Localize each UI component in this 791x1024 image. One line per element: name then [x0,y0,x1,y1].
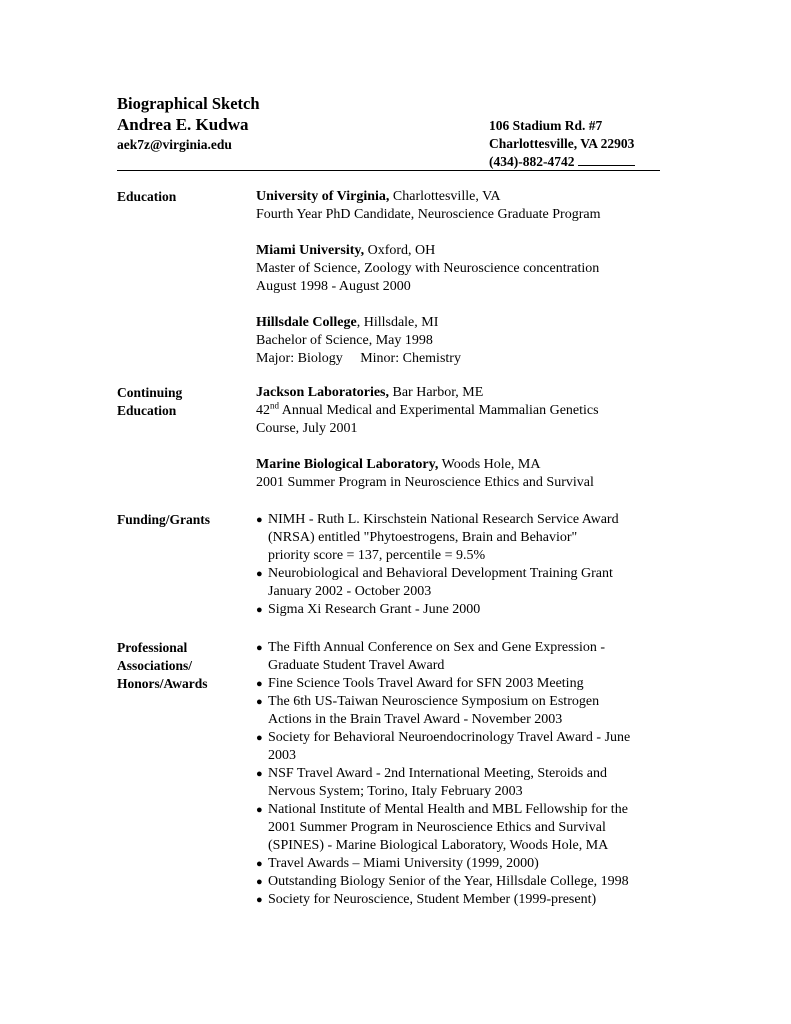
course-title: Annual Medical and Experimental Mammalian Genetics [279,403,599,418]
bullet-icon: ● [256,804,263,816]
funding-content [256,511,686,619]
program-title: 2001 Summer Program in Neuroscience Ethics and Survival [256,475,594,490]
list-item-text: Outstanding Biology Senior of the Year, Hillsdale College, 1998 [268,874,629,889]
label-line: Honors/Awards [117,676,208,691]
phone-underline [578,153,635,166]
course-date: Course, July 2001 [256,421,358,436]
list-item [256,729,696,765]
institution-name: University of Virginia, [256,189,390,204]
bullet-icon: ● [256,876,263,888]
institution-name: Marine Biological Laboratory, [256,457,439,472]
continuing-education-label [117,384,247,420]
bullet-icon: ● [256,696,263,708]
education-detail: Bachelor of Science, May 1998 [256,333,433,348]
bullet-icon: ● [256,678,263,690]
document-title: Biographical Sketch [117,94,260,113]
list-item-text: The 6th US-Taiwan Neuroscience Symposium on Estrogen Actions in the Brain Travel Award - November 2003 [268,694,600,727]
label-line: Associations/ [117,658,193,673]
honors-label [117,639,247,693]
ordinal-number: 42 [256,403,270,418]
bullet-icon: ● [256,894,263,906]
list-item [256,855,696,873]
education-detail: Major: Biology Minor: Chemistry [256,351,461,366]
phone-number: (434)-882-4742 [489,154,575,169]
label-line: Education [117,403,177,418]
education-content [256,188,686,386]
label-line: Professional [117,640,188,655]
funding-label: Funding/Grants [117,512,211,527]
label-line: Continuing [117,385,183,400]
continuing-entry-mbl [256,456,686,492]
bullet-icon: ● [256,604,263,616]
institution-location: Bar Harbor, ME [389,385,484,400]
institution-location: Oxford, OH [364,243,436,258]
list-item-text: Society for Neuroscience, Student Member (1999-present) [268,892,597,907]
institution-name: Miami University, [256,243,365,258]
bullet-icon: ● [256,858,263,870]
education-detail: Fourth Year PhD Candidate, Neuroscience Graduate Program [256,207,601,222]
header-divider [117,170,660,171]
list-item [256,891,696,909]
ordinal-suffix: nd [270,400,279,411]
list-item-text: Society for Behavioral Neuroendocrinology Travel Award - June 2003 [268,730,631,763]
education-entry-miami [256,242,686,296]
person-name: Andrea E. Kudwa [117,115,249,134]
honors-list [256,639,696,909]
bullet-icon: ● [256,768,263,780]
list-item-text: Sigma Xi Research Grant - June 2000 [268,602,481,617]
list-item [256,511,686,565]
education-detail: Master of Science, Zoology with Neuroscience concentration [256,261,600,276]
continuing-entry-jackson [256,384,686,438]
address-city: Charlottesville, VA 22903 [489,136,635,151]
bullet-icon: ● [256,514,263,526]
list-item-text: Fine Science Tools Travel Award for SFN 2003 Meeting [268,676,584,691]
institution-name: Jackson Laboratories, [256,385,389,400]
email-address[interactable]: aek7z@virginia.edu [117,137,232,152]
honors-content [256,639,696,909]
list-item-text: Neurobiological and Behavioral Development Training Grant January 2002 - October 2003 [268,566,613,599]
list-item-text: NSF Travel Award - 2nd International Meeting, Steroids and Nervous System; Torino, Italy February 2003 [268,766,607,799]
address-street: 106 Stadium Rd. #7 [489,118,603,133]
list-item-text: Travel Awards – Miami University (1999, 2000) [268,856,539,871]
list-item [256,873,696,891]
list-item [256,675,696,693]
bullet-icon: ● [256,568,263,580]
funding-list [256,511,686,619]
bullet-icon: ● [256,642,263,654]
list-item-text: National Institute of Mental Health and MBL Fellowship for the 2001 Summer Program in Neuroscience Ethics and Survival (SPINES) - Marine Biological Laboratory, Woods Hole, MA [268,802,628,853]
education-label: Education [117,189,177,204]
education-detail: August 1998 - August 2000 [256,279,411,294]
list-item [256,565,686,601]
mailing-address [489,117,635,171]
phone-number-line [489,153,635,171]
list-item [256,693,696,729]
education-entry-uva [256,188,686,224]
list-item-text: NIMH - Ruth L. Kirschstein National Research Service Award (NRSA) entitled "Phytoestrogens, Brain and Behavior" priority score = 137, percentile = 9.5% [268,512,619,563]
list-item [256,765,696,801]
bullet-icon: ● [256,732,263,744]
list-item [256,801,696,855]
list-item [256,639,696,675]
list-item-text: The Fifth Annual Conference on Sex and Gene Expression - Graduate Student Travel Award [268,640,606,673]
institution-location: Woods Hole, MA [438,457,541,472]
continuing-education-content [256,384,686,510]
list-item [256,601,686,619]
education-entry-hillsdale [256,314,686,368]
institution-name: Hillsdale College [256,315,357,330]
institution-location: Charlottesville, VA [389,189,501,204]
institution-location: , Hillsdale, MI [356,315,439,330]
